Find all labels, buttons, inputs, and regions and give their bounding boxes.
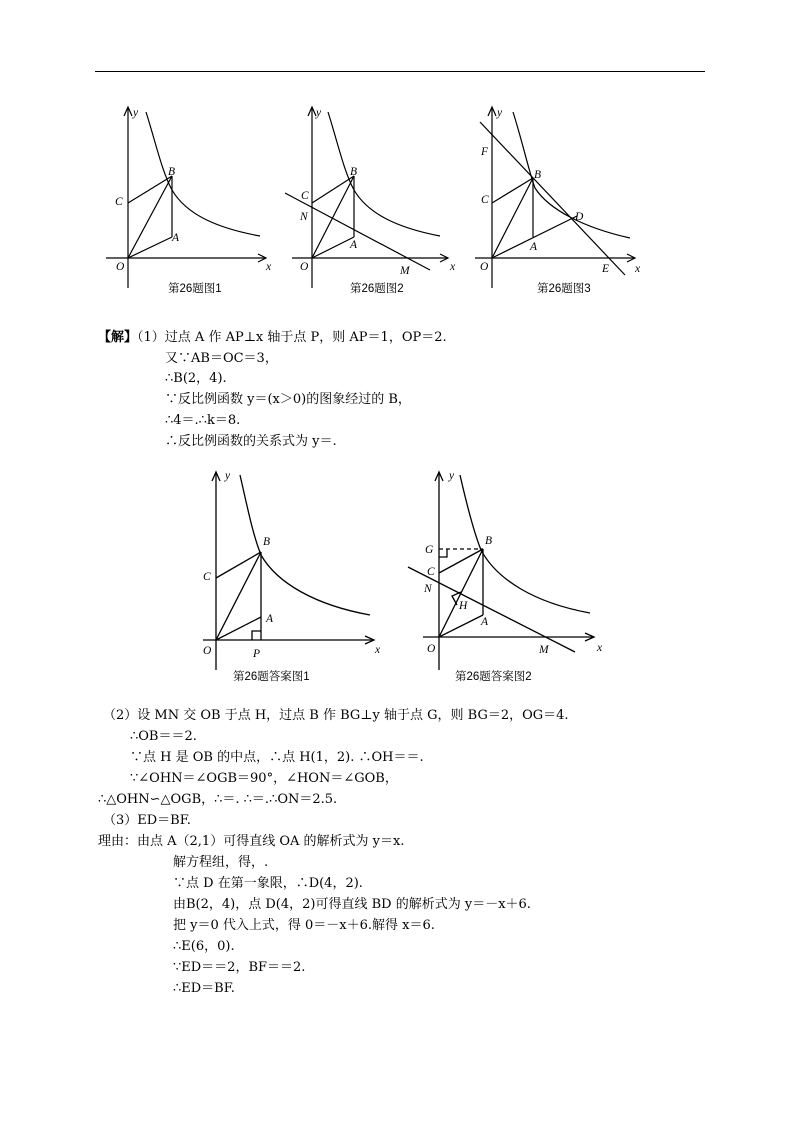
label-C: C (115, 196, 123, 208)
figure-26-2 (280, 100, 470, 300)
solution-line (98, 330, 447, 346)
figure-caption: 第26题图2 (350, 283, 404, 295)
label-A: A (172, 232, 180, 244)
label-B: B (168, 166, 176, 178)
solution-text: （1）过点 A 作 AP⊥x 轴于点 P，则 AP＝1，OP＝2. (137, 330, 447, 345)
solution-line: 又∵AB＝OC＝3， (165, 351, 278, 366)
label-O: O (300, 261, 309, 273)
figure-26-1 (100, 100, 290, 300)
solution-line: ∵∠OHN＝∠OGB＝90°，∠HON＝∠GOB， (130, 771, 398, 786)
label-x: x (597, 642, 603, 654)
figure-caption: 第26题图3 (537, 283, 591, 295)
label-B: B (534, 169, 542, 181)
solution-line: ∴B(2，4). (165, 371, 227, 386)
figure-26-3 (465, 100, 655, 300)
label-H: H (459, 600, 468, 612)
solution-line: （2）设 MN 交 OB 于点 H，过点 B 作 BG⊥y 轴于点 G，则 BG＝2，OG＝4. (103, 708, 569, 723)
label-y: y (449, 470, 455, 482)
solution-line: （3）ED＝BF. (103, 813, 191, 828)
label-C: C (301, 190, 309, 202)
label-D: D (575, 211, 584, 223)
solution-line: 理由：由点 A（2,1）可得直线 OA 的解析式为 y＝x. (98, 834, 405, 849)
label-F: F (481, 146, 489, 158)
solution-line: ∵ED＝＝2，BF＝＝2. (173, 960, 306, 975)
label-O: O (427, 643, 436, 655)
solution-line: ∴OB＝＝2. (130, 729, 197, 744)
label-C: C (427, 566, 435, 578)
solution-line: 由B(2，4)，点 D(4，2)可得直线 BD 的解析式为 y＝－x＋6. (173, 897, 531, 912)
label-M: M (539, 644, 549, 656)
label-y: y (133, 107, 139, 119)
label-y: y (497, 107, 503, 119)
answer-figure-2 (405, 465, 610, 690)
header-rule (95, 71, 705, 72)
solution-line: ∵点 D 在第一象限，∴D(4，2). (173, 876, 363, 891)
label-x: x (266, 261, 272, 273)
label-C: C (481, 194, 489, 206)
label-B: B (263, 536, 271, 548)
label-A: A (530, 241, 538, 253)
label-y: y (316, 107, 322, 119)
label-A: A (481, 616, 489, 628)
label-A: A (350, 239, 358, 251)
label-M: M (400, 265, 410, 277)
label-O: O (116, 261, 125, 273)
label-B: B (485, 535, 493, 547)
solution-line: ∴ED＝BF. (173, 981, 235, 996)
label-N: N (300, 211, 308, 223)
label-P: P (253, 648, 261, 660)
label-O: O (203, 645, 212, 657)
solution-line: ∴4＝.∴k＝8. (165, 413, 241, 428)
label-A: A (266, 613, 274, 625)
label-x: x (450, 261, 456, 273)
solution-line: ∵反比例函数 y＝(x＞0)的图象经过的 B， (165, 392, 411, 407)
label-y: y (225, 470, 231, 482)
label-C: C (203, 571, 211, 583)
solution-heading: 【解】 (98, 330, 138, 345)
label-G: G (425, 544, 434, 556)
figure-caption: 第26题答案图1 (233, 671, 310, 683)
solution-line: 解方程组，得，. (173, 855, 269, 870)
solution-line: ∴E(6，0). (173, 939, 235, 954)
label-E: E (602, 263, 610, 275)
figure-caption: 第26题图1 (168, 283, 222, 295)
answer-figure-1 (195, 465, 395, 690)
label-x: x (375, 644, 381, 656)
label-N: N (424, 583, 432, 595)
solution-line: 把 y＝0 代入上式，得 0＝－x＋6.解得 x＝6. (173, 918, 435, 933)
label-x: x (635, 263, 641, 275)
solution-line: ∵点 H 是 OB 的中点，∴点 H(1，2). ∴OH＝＝. (130, 750, 424, 765)
label-O: O (480, 261, 489, 273)
solution-line: ∴反比例函数的关系式为 y＝. (165, 434, 337, 449)
label-B: B (350, 166, 358, 178)
figure-caption: 第26题答案图2 (455, 671, 532, 683)
solution-line: ∴△OHN∽△OGB，∴＝. ∴＝.∴ON＝2.5. (98, 792, 338, 807)
